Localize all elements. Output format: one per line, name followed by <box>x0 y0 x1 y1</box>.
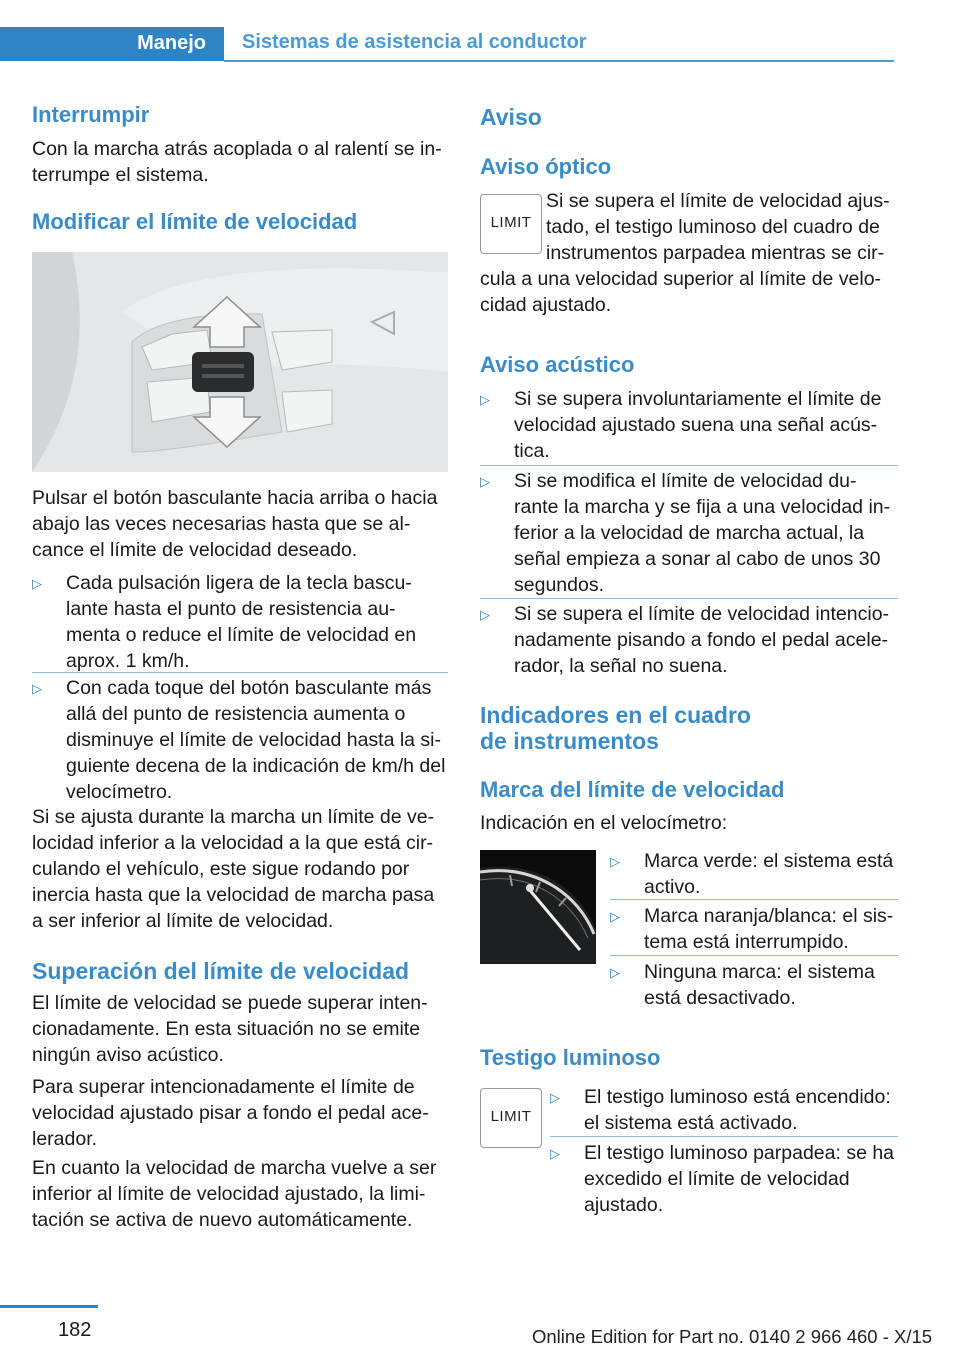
paragraph-indicacion: Indicación en el velocímetro: <box>480 812 728 834</box>
list-item <box>610 959 898 1011</box>
divider <box>32 672 448 673</box>
optico-paragraph-rest: cula a una velocidad superior al límite de velo-cidad ajustado. <box>480 268 882 316</box>
divider <box>480 598 898 599</box>
chapter-tab <box>0 27 224 61</box>
list-item <box>610 903 898 955</box>
triangle-right-icon: ▷ <box>32 681 42 696</box>
heading-indicadores-1: Indicadores en el cuadro <box>480 702 751 728</box>
optico-line-2: tado, el testigo luminoso del cuadro de <box>546 216 880 238</box>
optico-line-3: instrumentos parpadea mientras se cir- <box>546 242 885 264</box>
divider <box>480 465 898 466</box>
heading-indicadores-2: de instrumentos <box>480 728 659 754</box>
list-item-text: Ninguna marca: el sistema está desactivado. <box>644 961 875 1009</box>
limit-icon-label: LIMIT <box>490 214 532 231</box>
heading-testigo: Testigo luminoso <box>480 1045 661 1070</box>
heading-superacion: Superación del límite de velocidad <box>32 958 410 984</box>
triangle-right-icon: ▷ <box>480 392 490 407</box>
list-item <box>480 601 898 679</box>
list-item <box>32 675 448 805</box>
triangle-right-icon: ▷ <box>32 576 42 591</box>
list-item-text: Marca verde: el sistema está activo. <box>644 850 894 898</box>
heading-marca: Marca del límite de velocidad <box>480 777 785 802</box>
list-item <box>610 848 898 900</box>
paragraph-interrumpir: Con la marcha atrás acoplada o al ralentí se in-terrumpe el sistema. <box>32 138 442 186</box>
list-item-text: Marca naranja/blanca: el sis-tema está interrumpido. <box>644 905 894 953</box>
header-rule <box>224 60 894 62</box>
triangle-right-icon: ▷ <box>610 909 620 924</box>
list-item-text: Cada pulsación ligera de la tecla bascu-lante hasta el punto de resistencia au-menta o reduce el límite de velocidad en aprox. 1 km/h. <box>66 572 417 672</box>
heading-aviso-acustico: Aviso acústico <box>480 352 635 377</box>
heading-aviso: Aviso <box>480 104 542 130</box>
list-item-text: Si se modifica el límite de velocidad du-rante la marcha y se fija a una velocidad in-ferior a la velocidad de marcha actual, la señal empieza a sonar al cabo de unos 30 segundos. <box>514 470 891 596</box>
page-number: 182 <box>58 1319 92 1341</box>
limit-icon-label: LIMIT <box>490 1108 532 1125</box>
heading-modificar: Modificar el límite de velocidad <box>32 209 358 234</box>
list-item <box>32 570 448 674</box>
paragraph-ajusta: Si se ajusta durante la marcha un límite de ve-locidad inferior a la velocidad a la que está cir-culando el vehículo, este sigue rodando por inercia hasta que la velocidad de marcha pasa a ser inferior al límite de velocidad. <box>32 806 435 932</box>
list-item <box>550 1084 898 1136</box>
limit-indicator-icon <box>480 194 542 254</box>
triangle-right-icon: ▷ <box>550 1090 560 1105</box>
section-title: Sistemas de asistencia al conductor <box>242 31 587 53</box>
list-item-text: Si se supera el límite de velocidad intencio-nadamente pisando a fondo el pedal acele-rador, la señal no suena. <box>514 603 890 677</box>
optico-line-1: Si se supera el límite de velocidad ajus- <box>546 190 890 212</box>
divider <box>610 899 898 900</box>
list-item <box>480 386 898 464</box>
triangle-right-icon: ▷ <box>550 1146 560 1161</box>
limit-indicator-icon <box>480 1088 542 1148</box>
list-item-text: Si se supera involuntariamente el límite de velocidad ajustado suena una señal acús-tica. <box>514 388 882 462</box>
list-item-text: El testigo luminoso parpadea: se ha excedido el límite de velocidad ajustado. <box>584 1142 895 1216</box>
list-item-text: Con cada toque del botón basculante más allá del punto de resistencia aumenta o disminuye el límite de velocidad hasta la si-guiente decena de la indicación de km/h del velocímetro. <box>66 677 446 803</box>
paragraph-superacion-2: Para superar intencionadamente el límite de velocidad ajustado pisar a fondo el pedal ace-lerador. <box>32 1076 429 1150</box>
edition-note: Online Edition for Part no. 0140 2 966 460 - X/15 <box>532 1326 933 1347</box>
paragraph-superacion-1: El límite de velocidad se puede superar inten-cionadamente. En esta situación no se emite ningún aviso acústico. <box>32 992 428 1066</box>
divider <box>610 955 898 956</box>
paragraph-superacion-3: En cuanto la velocidad de marcha vuelve a ser inferior al límite de velocidad ajustado, la limi-tación se activa de nuevo automáticamente. <box>32 1157 437 1231</box>
list-item <box>550 1140 898 1218</box>
triangle-right-icon: ▷ <box>480 474 490 489</box>
steering-wheel-rocker-illustration <box>32 252 448 472</box>
heading-interrumpir: Interrumpir <box>32 102 150 127</box>
speedometer-marker-illustration <box>480 850 596 964</box>
triangle-right-icon: ▷ <box>610 854 620 869</box>
list-item-text: El testigo luminoso está encendido: el sistema está activado. <box>584 1086 891 1134</box>
divider <box>550 1136 898 1137</box>
paragraph-pulsar: Pulsar el botón basculante hacia arriba o hacia abajo las veces necesarias hasta que se al-cance el límite de velocidad deseado. <box>32 487 438 561</box>
footer-rule <box>0 1305 98 1308</box>
chapter-label: Manejo <box>137 32 206 54</box>
triangle-right-icon: ▷ <box>480 607 490 622</box>
heading-aviso-optico: Aviso óptico <box>480 154 612 179</box>
list-item <box>480 468 898 598</box>
triangle-right-icon: ▷ <box>610 965 620 980</box>
